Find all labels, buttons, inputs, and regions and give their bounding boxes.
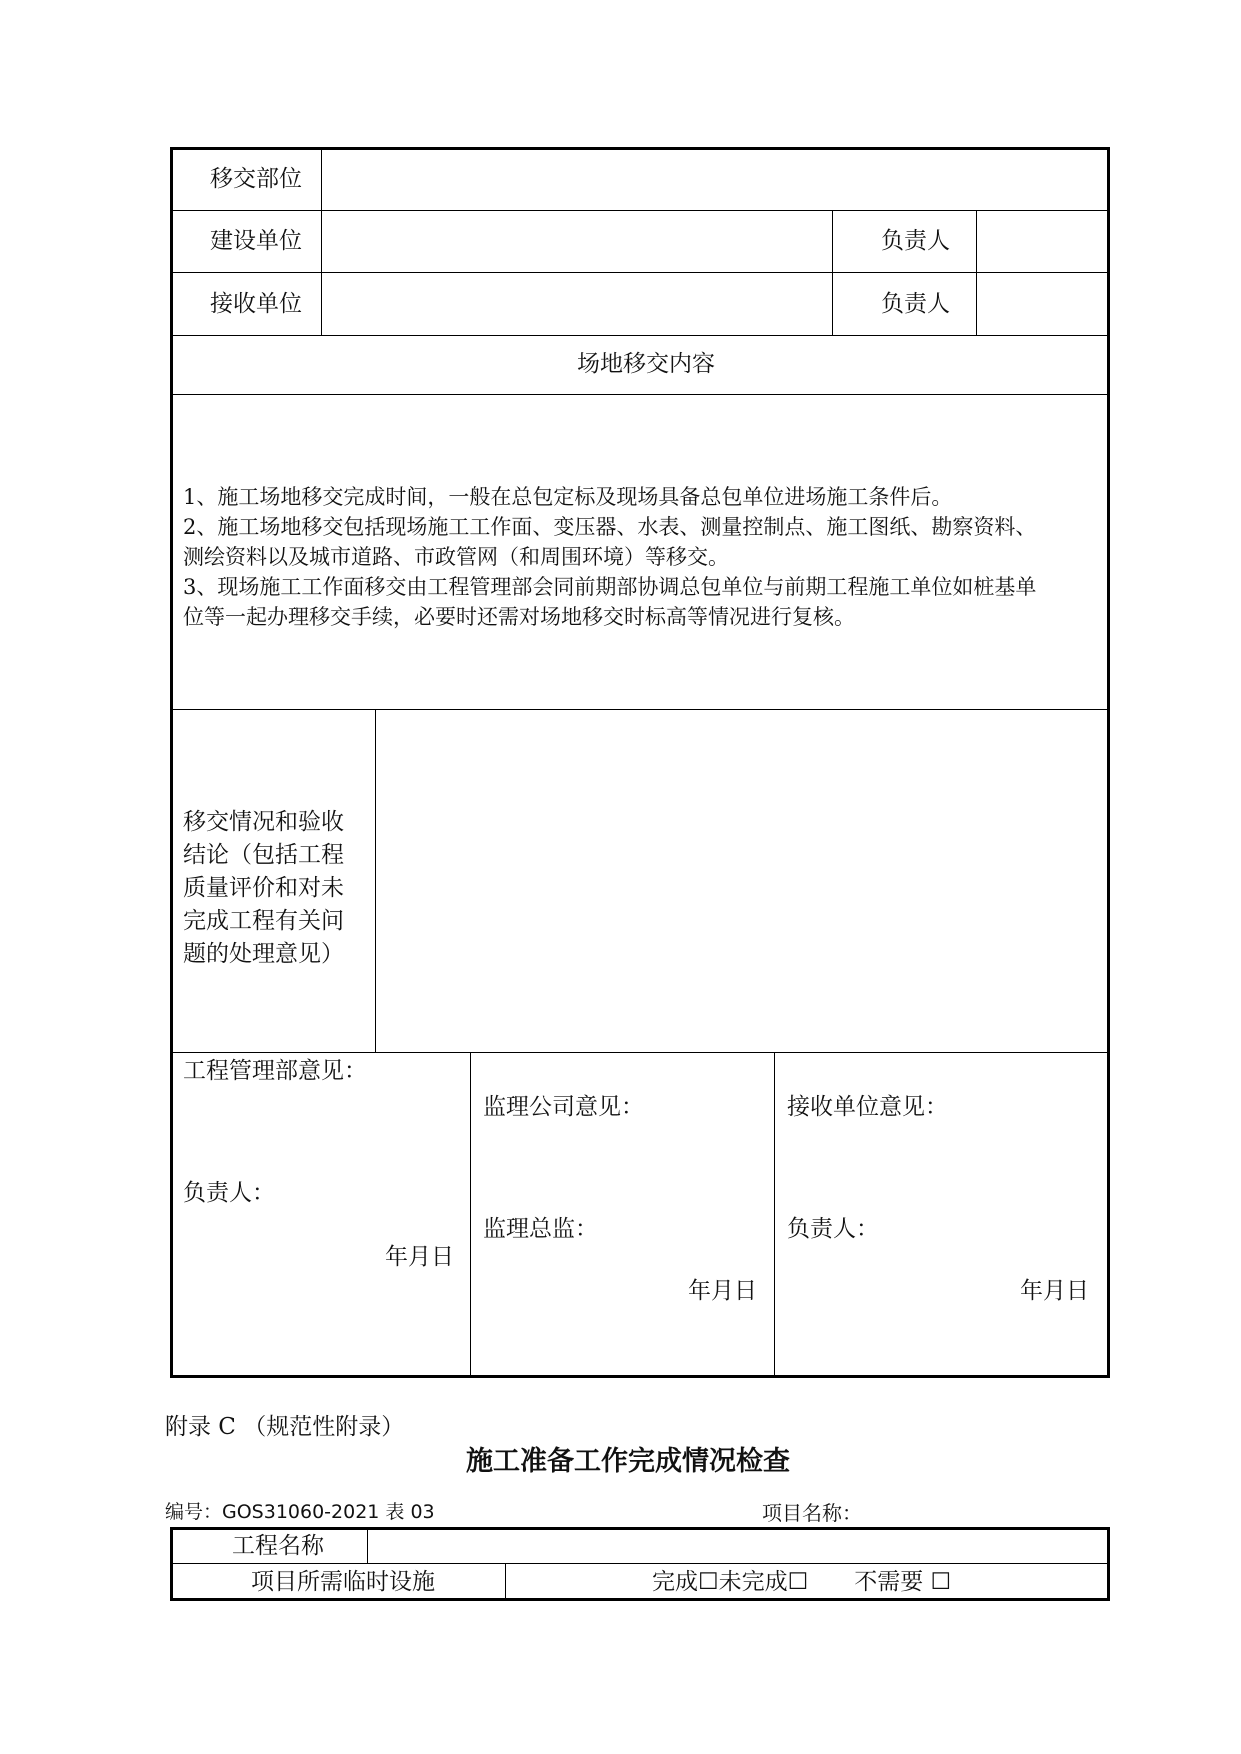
content-line: 1、施工场地移交完成时间，一般在总包定标及现场具备总包单位进场施工条件后。 [183,485,953,509]
receiving-signer-label: 负责人： [787,1216,879,1242]
engineering-signer-label: 负责人： [183,1180,275,1206]
project-name-label: 项目名称： [762,1501,862,1525]
form-divider [976,210,977,335]
construction-unit-label: 建设单位 [210,228,302,254]
conclusion-label-line: 完成工程有关问 [183,908,344,934]
form-divider [470,1052,471,1376]
form-divider [375,709,376,1052]
conclusion-label-line: 结论（包括工程 [183,842,344,868]
receiving-date: 年月日 [1020,1278,1089,1304]
receiving-responsible-field[interactable] [979,275,1108,333]
handover-content [183,482,1113,632]
status-checkboxes[interactable]: 完成☐未完成☐ 不需要 ☐ [652,1569,952,1595]
content-line: 位等一起办理移交手续，必要时还需对场地移交时标高等情况进行复核。 [183,605,855,629]
content-line: 3、现场施工工作面移交由工程管理部会同前期部协调总包单位与前期工程施工单位如桩基单 [183,575,1037,599]
handover-part-label: 移交部位 [210,166,302,192]
receiving-unit-label: 接收单位 [210,291,302,317]
form-divider [171,272,1109,273]
conclusion-field[interactable] [378,712,1108,1050]
responsible-label: 负责人 [881,291,950,317]
form-divider [171,1563,1109,1564]
appendix-label: 附录 C （规范性附录） [165,1414,405,1440]
supervision-opinion-title: 监理公司意见： [483,1094,644,1120]
conclusion-label [183,806,363,971]
engineering-date: 年月日 [385,1244,454,1270]
conclusion-label-line: 题的处理意见） [183,941,344,967]
form-number: 编号：GOS31060-2021 表 03 [165,1501,435,1523]
form-divider [171,709,1109,710]
content-line: 2、施工场地移交包括现场施工工作面、变压器、水表、测量控制点、施工图纸、勘察资料、 [183,515,1037,539]
supervision-date: 年月日 [688,1278,757,1304]
appendix-title: 施工准备工作完成情况检查 [466,1446,790,1477]
receiving-unit-field[interactable] [324,275,830,333]
temp-facility-label: 项目所需临时设施 [251,1569,435,1595]
project-title-label: 工程名称 [232,1533,324,1559]
conclusion-label-line: 质量评价和对未 [183,875,344,901]
content-header: 场地移交内容 [577,351,715,377]
form-divider [505,1563,506,1600]
construction-responsible-field[interactable] [979,212,1108,270]
responsible-label: 负责人 [881,228,950,254]
conclusion-label-line: 移交情况和验收 [183,809,344,835]
form-divider [321,148,322,335]
form-divider [171,394,1109,395]
content-line: 测绘资料以及城市道路、市政管网（和周围环境）等移交。 [183,545,729,569]
form-divider [171,335,1109,336]
supervision-signer-label: 监理总监： [483,1216,598,1242]
form-divider [171,1052,1109,1053]
form-divider [832,210,833,335]
form-divider [171,210,1109,211]
receiving-opinion-title: 接收单位意见： [787,1094,948,1120]
construction-unit-field[interactable] [324,212,830,270]
project-title-field[interactable] [370,1530,1108,1561]
form-divider [367,1528,368,1564]
handover-part-field[interactable] [324,150,1108,208]
form-divider [774,1052,775,1376]
engineering-opinion-title: 工程管理部意见： [183,1058,367,1084]
